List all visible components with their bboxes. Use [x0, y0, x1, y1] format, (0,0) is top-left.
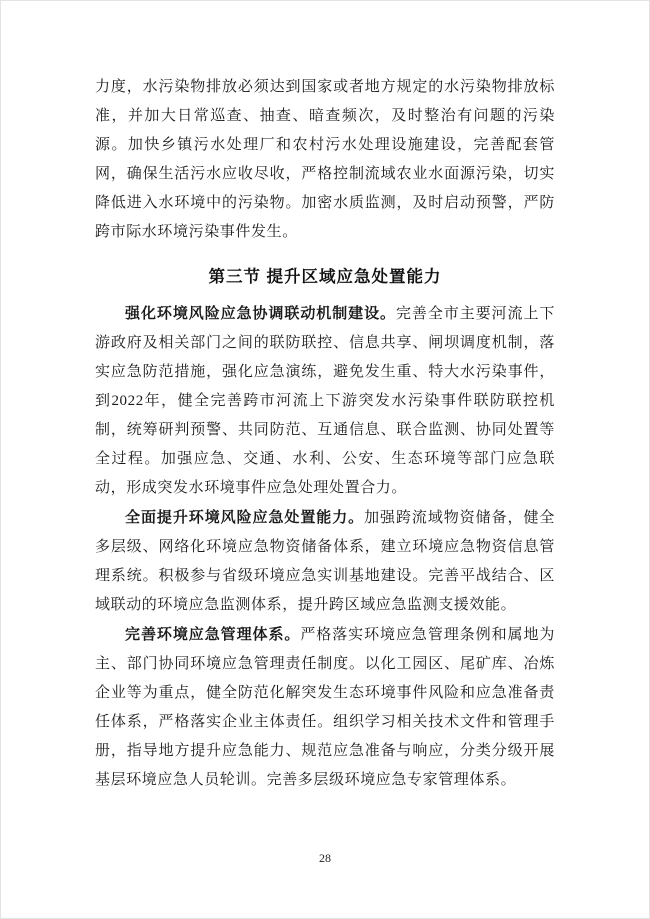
paragraph-lead: 强化环境风险应急协调联动机制建设。 [125, 305, 396, 322]
paragraph [95, 299, 555, 503]
paragraph-lead: 完善环境应急管理体系。 [125, 626, 301, 643]
paragraph [95, 73, 555, 247]
paragraph [95, 503, 555, 620]
paragraph [95, 620, 555, 795]
page-number: 28 [319, 851, 331, 865]
section-heading: 第三节 提升区域应急处置能力 [208, 268, 442, 286]
paragraph-text: 加强跨流域物资储备，健全多层级、网络化环境应急物资储备体系，建立环境应急物资信息管理系统。积极参与省级环境应急实训基地建设。完善平战结合、区域联动的环境应急监测体系，提升跨区域应急监测支援效能。 [95, 510, 555, 613]
paragraph-text: 完善全市主要河流上下游政府及相关部门之间的联防联控、信息共享、闸坝调度机制，落实应急防范措施，强化应急演练，避免发生重、特大水污染事件，到2022年，健全完善跨市河流上下游突发水污染事件联防联控机制，统筹研判预警、共同防范、互通信息、联合监测、协同处置等全过程。加强应急、交通、水利、公安、生态环境等部门应急联动，形成突发水环境事件应急处理处置合力。 [95, 306, 555, 496]
paragraph-text: 力度，水污染物排放必须达到国家或者地方规定的水污染物排放标准，并加大日常巡查、抽查、暗查频次，及时整治有问题的污染源。加快乡镇污水处理厂和农村污水处理设施建设，完善配套管网，确保生活污水应收尽收，严格控制流域农业水面源污染，切实降低进入水环境中的污染物。加密水质监测，及时启动预警，严防跨市际水环境污染事件发生。 [95, 79, 555, 240]
paragraph-lead: 全面提升环境风险应急处置能力。 [125, 509, 365, 526]
paragraph-text: 严格落实环境应急管理条例和属地为主、部门协同环境应急管理责任制度。以化工园区、尾矿库、冶炼企业等为重点，健全防范化解突发生态环境事件风险和应急准备责任体系，严格落实企业主体责任。组织学习相关技术文件和管理手册，指导地方提升应急能力、规范应急准备与响应，分类分级开展基层环境应急人员轮训。完善多层级环境应急专家管理体系。 [95, 627, 555, 788]
